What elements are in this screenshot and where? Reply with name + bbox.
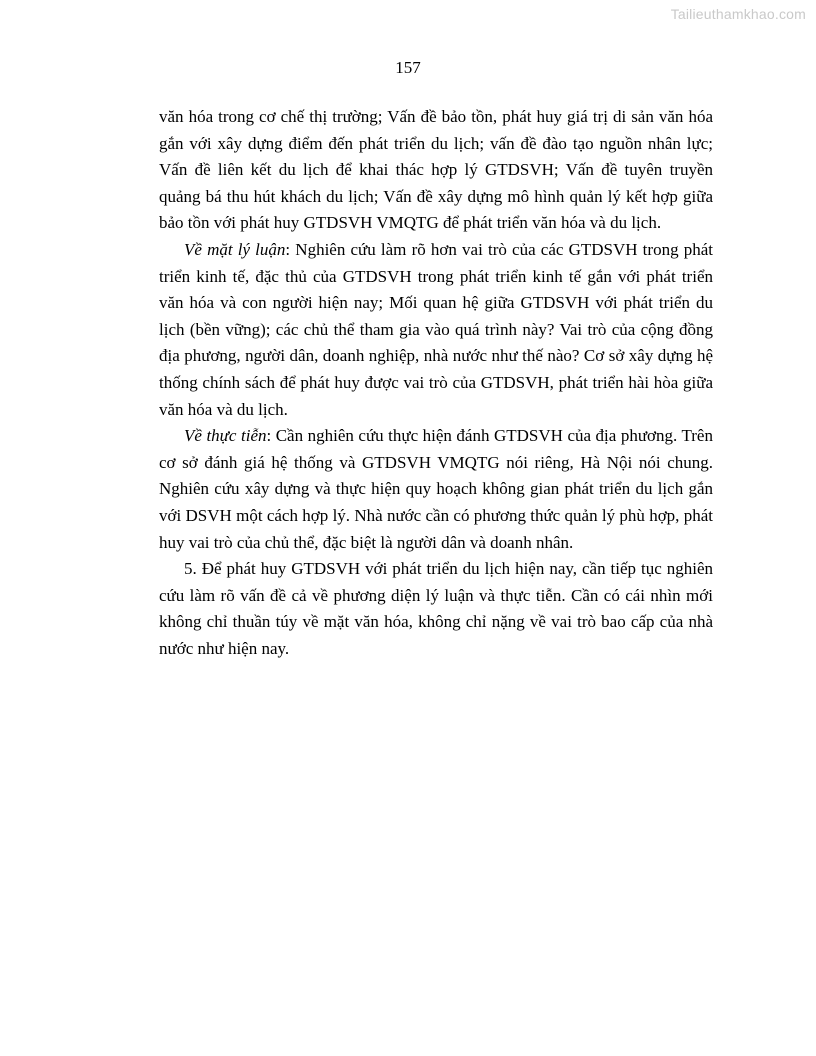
paragraph-lead-theory: Về mặt lý luận [184,239,286,259]
paragraph-lead-practice: Về thực tiễn [184,426,267,446]
watermark: Tailieuthamkhao.com [670,6,806,22]
paragraph-continued [159,104,713,237]
paragraph-text: : Cần nghiên cứu thực hiện đánh GTDSVH của địa phương. Trên cơ sở đánh giá hệ thống và GTDSVH VMQTG nói riêng, Hà Nội nói chung. Nghiên cứu xây dựng và thực hiện quy hoạch không gian phát triển du lịch gắn với DSVH một cách hợp lý. Nhà nước cần có phương thức quản lý phù hợp, phát huy vai trò của chủ thể, đặc biệt là người dân và doanh nhân. [159,426,713,552]
page-body [159,104,713,662]
paragraph-point-5 [159,556,713,662]
page-number: 157 [395,58,421,77]
paragraph-text: : Nghiên cứu làm rõ hơn vai trò của các GTDSVH trong phát triển kinh tế, đặc thủ của GTDSVH trong phát triển kinh tế gắn với phát triển văn hóa và con người hiện nay; Mối quan hệ giữa GTDSVH với phát triển du lịch (bền vững); các chủ thể tham gia vào quá trình này? Vai trò của cộng đồng địa phương, người dân, doanh nghiệp, nhà nước như thế nào? Cơ sở xây dựng hệ thống chính sách để phát huy được vai trò của GTDSVH, phát triển hài hòa giữa văn hóa và du lịch. [159,239,713,419]
paragraph-text: 5. Để phát huy GTDSVH với phát triển du lịch hiện nay, cần tiếp tục nghiên cứu làm rõ vấn đề cả về phương diện lý luận và thực tiễn. Cần có cái nhìn mới không chỉ thuần túy về mặt văn hóa, không chỉ nặng về vai trò bao cấp của nhà nước như hiện nay. [159,559,713,658]
paragraph-practice [159,423,713,556]
paragraph-theory [159,237,713,423]
paragraph-text: văn hóa trong cơ chế thị trường; Vấn đề bảo tồn, phát huy giá trị di sản văn hóa gắn với xây dựng điểm đến phát triển du lịch; vấn đề đào tạo nguồn nhân lực; Vấn đề liên kết du lịch để khai thác hợp lý GTDSVH; Vấn đề tuyên truyền quảng bá thu hút khách du lịch; Vấn đề xây dựng mô hình quản lý kết hợp giữa bảo tồn với phát huy GTDSVH VMQTG để phát triển văn hóa và du lịch. [159,107,713,233]
